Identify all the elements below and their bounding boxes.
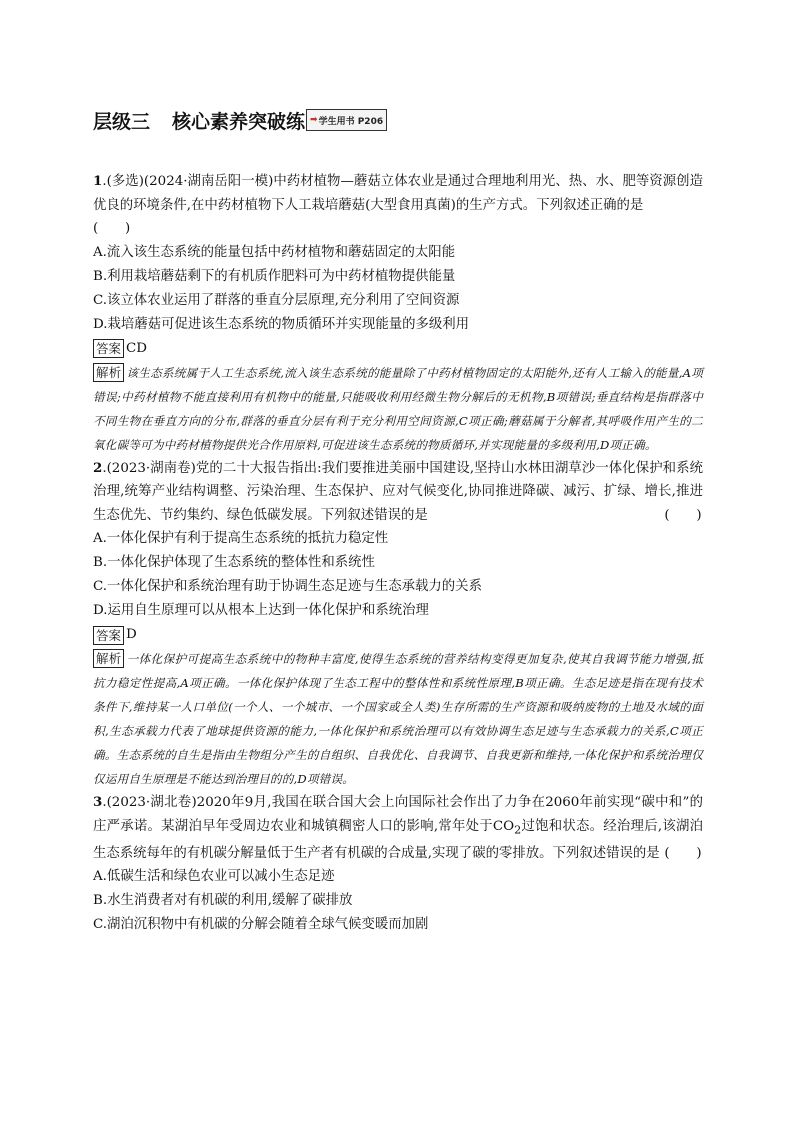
question-1 <box>93 170 703 457</box>
option-c: C.该立体农业运用了群落的垂直分层原理,充分利用了空间资源 <box>93 292 460 308</box>
section-title: 核心素养突破练 <box>172 110 306 133</box>
page-content <box>93 104 703 937</box>
explanation-tag: 解析 <box>93 649 124 668</box>
question-stem: 2.(2023·湖南卷)党的二十大报告指出:我们要推进美丽中国建设,坚持山水林田湖草沙一体化保护和系统治理,统筹产业结构调整、污染治理、生态保护、应对气候变化,协同推进降碳、减污、扩绿、增长,推进生态优先、节约集约、绿色低碳发展。下列叙述错误的是 ( ) <box>93 457 703 528</box>
answer-paren: ( ) <box>664 507 702 523</box>
question-number: 2 <box>93 459 103 476</box>
option-b: B.水生消费者对有机碳的利用,缓解了碳排放 <box>93 893 353 909</box>
option-a: A.流入该生态系统的能量包括中药材植物和蘑菇固定的太阳能 <box>93 244 456 260</box>
answer-value: CD <box>126 340 147 356</box>
book-reference-text: 学生用书 P206 <box>318 116 384 127</box>
arrow-icon: ➡ <box>310 115 318 125</box>
option-a: A.低碳生活和绿色农业可以减小生态足迹 <box>93 869 335 885</box>
answer-paren: ( ) <box>93 221 131 236</box>
question-number: 3 <box>93 794 103 810</box>
option-b: B.利用栽培蘑菇剩下的有机质作肥料可为中药材植物提供能量 <box>93 268 456 284</box>
explanation-tag: 解析 <box>93 363 124 382</box>
question-number: 1 <box>93 173 103 189</box>
book-reference-badge[interactable] <box>306 109 387 131</box>
explanation-text: 一体化保护可提高生态系统中的物种丰富度,使得生态系统的营养结构变得更加复杂,使其自我调节能力增强,抵抗力稳定性提高,A项正确。一体化保护体现了生态工程中的整体性和系统性原理,B项正确。生态足迹是指在现有技术条件下,维持某一人口单位(一个人、一个城市、一个国家或全人类)生存所需的生产资源和吸纳废物的土地及水域的面积,生态承载力代表了地球提供资源的能力,一体化保护和系统治理可以有效协调生态足迹与生态承载力的关系,C项正确。生态系统的自生是指由生物组分产生的自组织、自我优化、自我调节、自我更新和维持,一体化保护和系统治理仅仅运用自生原理是不能达到治理目的的,D项错误。 <box>93 652 703 786</box>
option-c: C.一体化保护和系统治理有助于协调生态足迹与生态承载力的关系 <box>93 579 482 594</box>
option-b: B.一体化保护体现了生态系统的整体性和系统性 <box>93 555 375 570</box>
question-2 <box>93 457 703 792</box>
answer-tag: 答案 <box>93 339 124 358</box>
answer-line <box>93 623 703 647</box>
option-a: A.一体化保护有利于提高生态系统的抵抗力稳定性 <box>93 531 389 546</box>
option-c: C.湖泊沉积物中有机碳的分解会随着全球气候变暖而加剧 <box>93 917 429 933</box>
explanation <box>93 647 703 791</box>
question-3 <box>93 791 703 937</box>
section-heading <box>93 104 703 136</box>
answer-value: D <box>126 627 137 642</box>
answer-line <box>93 337 703 361</box>
option-d: D.栽培蘑菇可促进该生态系统的物质循环并实现能量的多级利用 <box>93 316 470 332</box>
answer-tag: 答案 <box>93 626 124 645</box>
level-label: 层级三 <box>93 110 151 133</box>
answer-paren: ( ) <box>664 845 702 861</box>
question-stem: 1.(多选)(2024·湖南岳阳一模)中药材植物—蘑菇立体农业是通过合理地利用光、热、水、肥等资源创造优良的环境条件,在中药材植物下人工栽培蘑菇(大型食用真菌)的生产方式。下列叙述正确的是 ( ) <box>93 173 703 236</box>
explanation <box>93 361 703 457</box>
option-d: D.运用自生原理可以从根本上达到一体化保护和系统治理 <box>93 603 429 618</box>
question-stem: 3.(2023·湖北卷)2020年9月,我国在联合国大会上向国际社会作出了力争在2060年前实现“碳中和”的庄严承诺。某湖泊早年受周边农业和城镇稠密人口的影响,常年处于$CO_2$过饱和状态。经治理后,该湖泊生态系统每年的有机碳分解量低于生产者有机碳的合成量,实现了碳的零排放。下列叙述错误的是 ( ) <box>93 791 703 865</box>
explanation-text: 该生态系统属于人工生态系统,流入该生态系统的能量除了中药材植物固定的太阳能外,还有人工输入的能量,A项错误;中药材植物不能直接利用有机物中的能量,只能吸收利用经微生物分解后的无机物,B项错误;垂直结构是指群落中不同生物在垂直方向的分布,群落的垂直分层有利于充分利用空间资源,C项正确;蘑菇属于分解者,其呼吸作用产生的二氧化碳等可为中药材植物提供光合作用原料,可促进该生态系统的物质循环,并实现能量的多级利用,D项正确。 <box>93 365 703 452</box>
